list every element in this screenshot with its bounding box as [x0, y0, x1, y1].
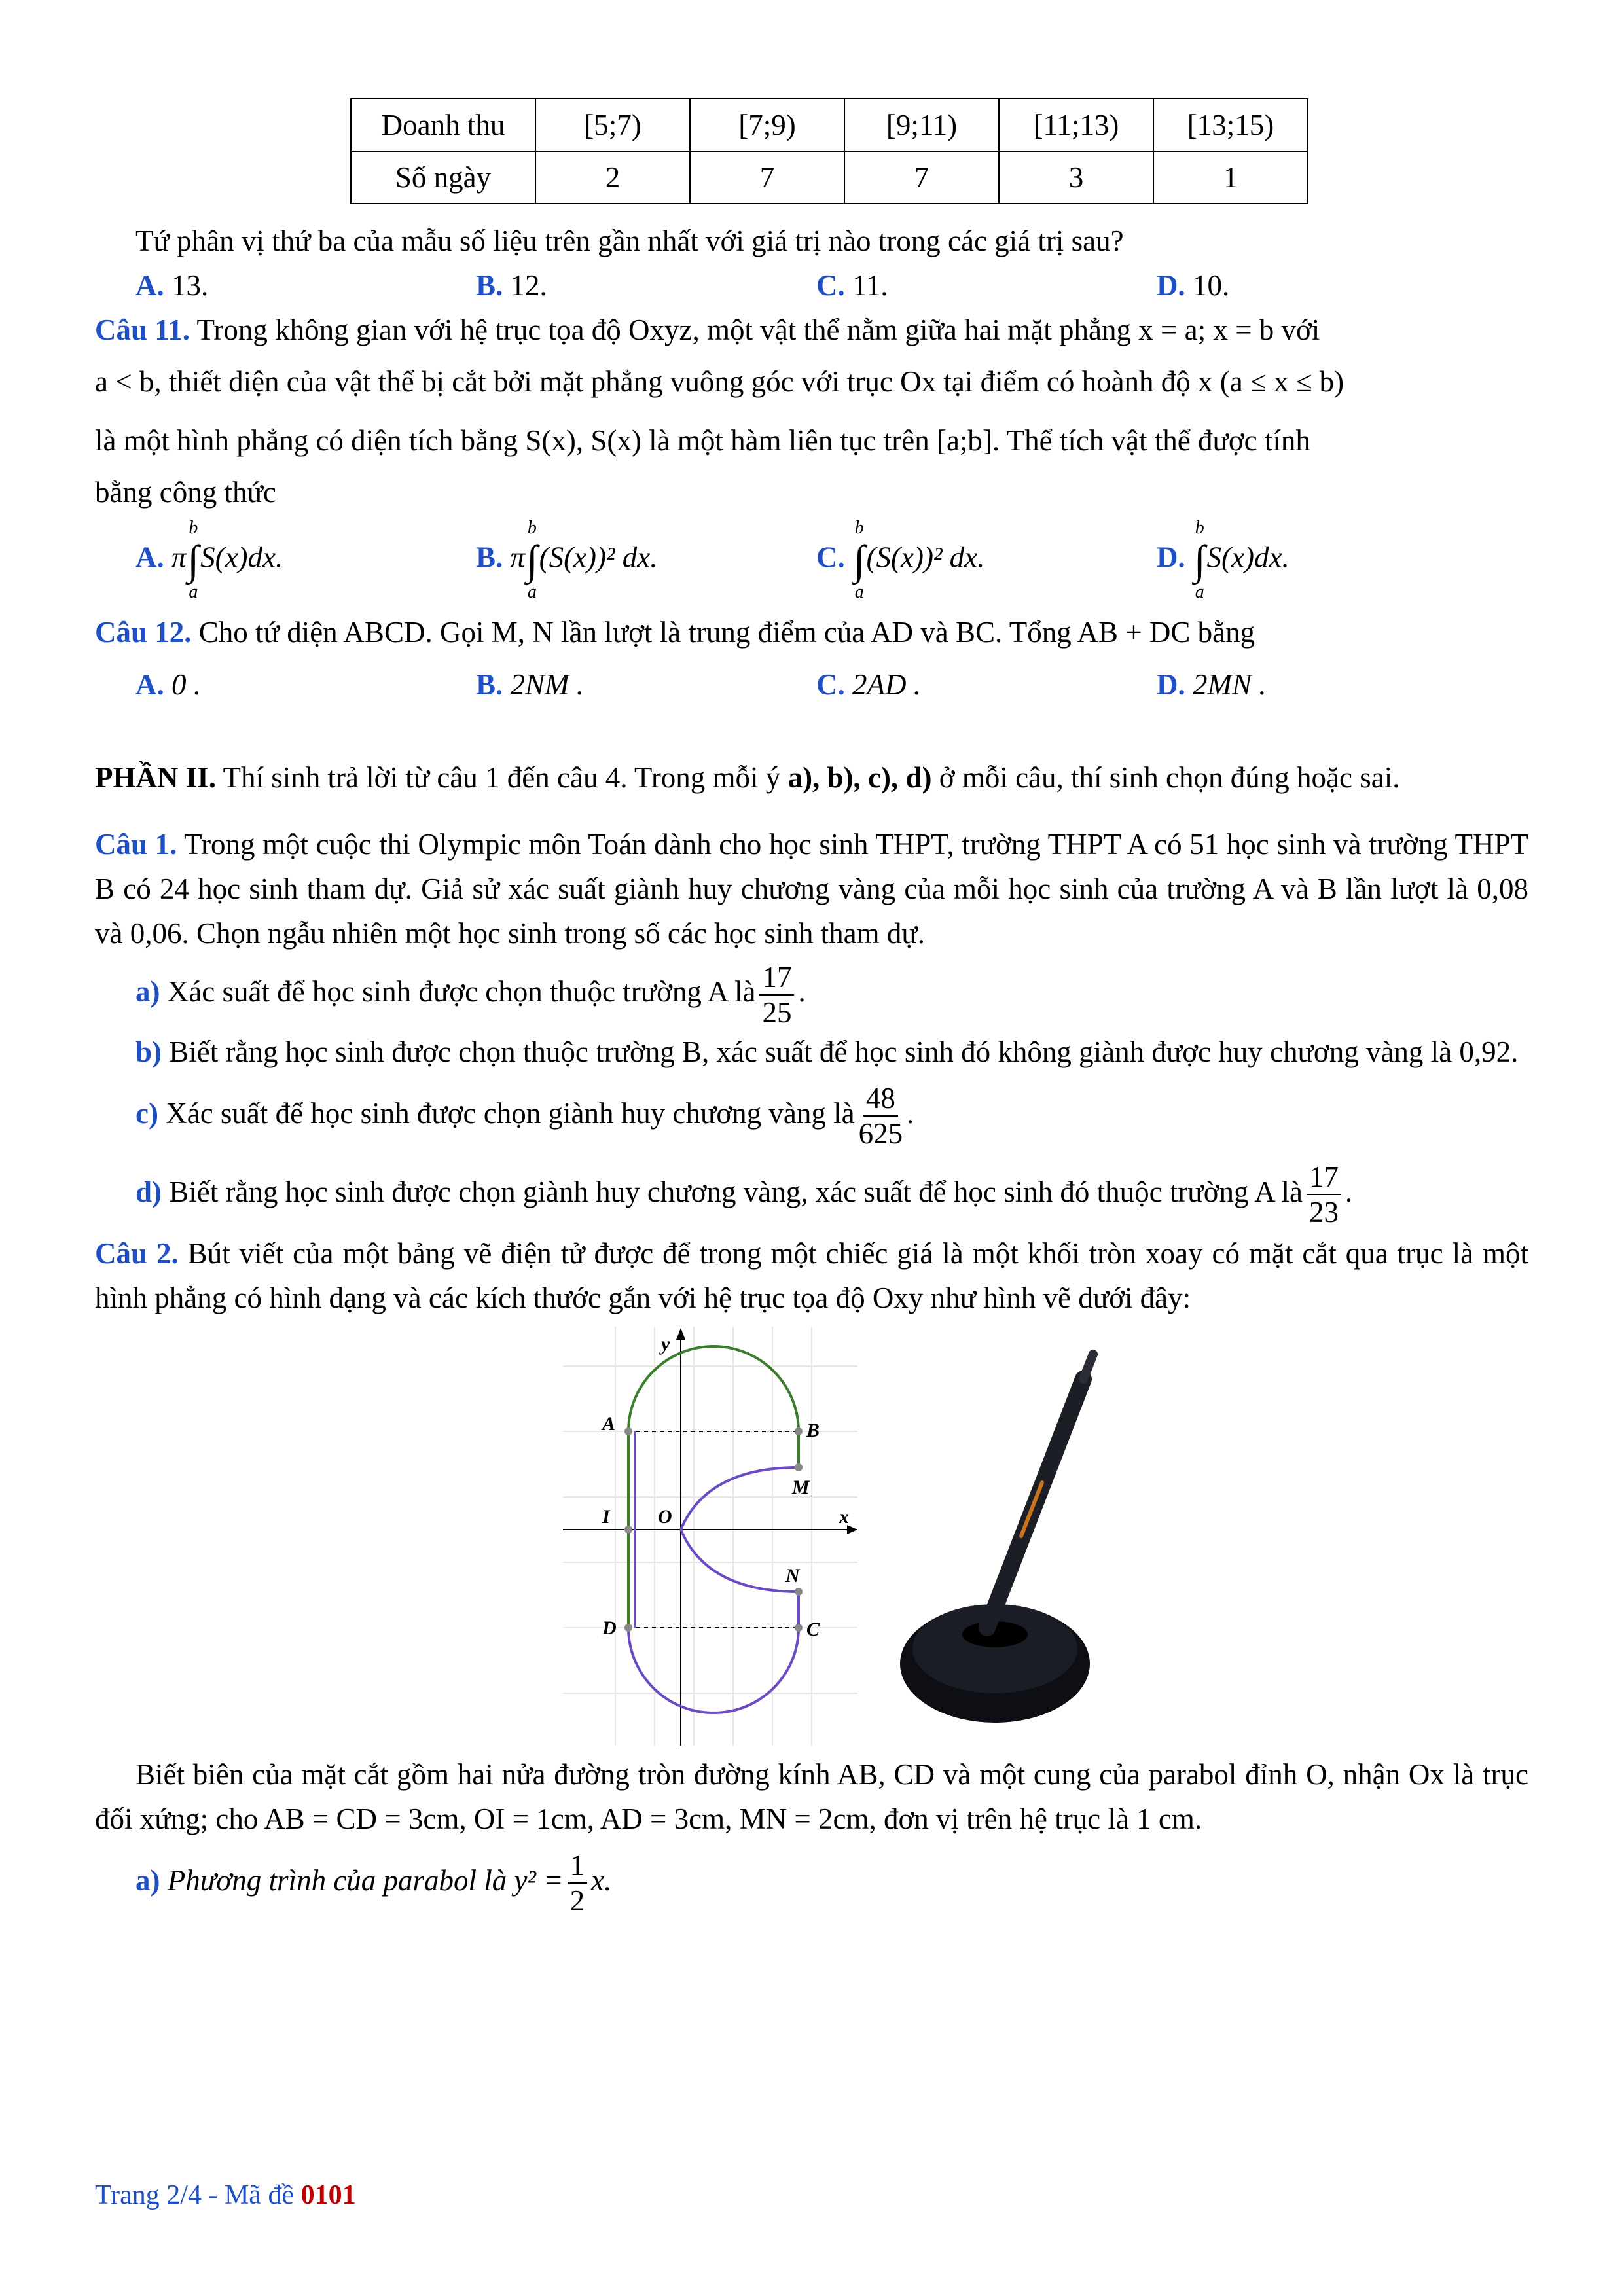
c1-stem: Câu 1. Trong một cuộc thi Olympic môn Toán dành cho học sinh THPT, trường THPT A có 51 học sinh và trường THPT B có 24 học sinh tham dự. Giả sử xác suất giành huy chương vàng của mỗi học sinh của trường A và B lần lượt là 0,08 và 0,06. Chọn ngẫu nhiên một học sinh trong số các học sinh tham dự. [95, 828, 1528, 950]
option-c[interactable]: C. 2AD . [816, 668, 921, 701]
option-a[interactable]: A. 13. [135, 269, 209, 302]
svg-text:C: C [806, 1618, 820, 1640]
svg-text:y: y [661, 1333, 670, 1355]
table-cell: 1 [1153, 151, 1308, 204]
option-a[interactable]: A. 0 . [135, 668, 201, 701]
table-row [351, 99, 1308, 151]
table-cell: Số ngày [351, 151, 535, 204]
option-d[interactable]: D. 10. [1157, 269, 1230, 302]
option-b[interactable]: B. π b ∫ a (S(x))² dx. [476, 518, 658, 602]
table-cell: 3 [999, 151, 1153, 204]
part2-header: PHẦN II. Thí sinh trả lời từ câu 1 đến câu 4. Trong mỗi ý a), b), c), d) ở mỗi câu, thí sinh chọn đúng hoặc sai. [95, 761, 1400, 794]
exam-page [95, 98, 1528, 1920]
svg-text:x: x [839, 1505, 849, 1528]
table-cell: [9;11) [844, 99, 999, 151]
table-cell: [11;13) [999, 99, 1153, 151]
svg-text:D: D [602, 1617, 617, 1639]
question-12 [95, 606, 1528, 711]
c2-stem: Câu 2. Bút viết của một bảng vẽ điện tử được để trong một chiếc giá là một khối tròn xoay có mặt cắt qua trục là một hình phẳng có hình dạng và các kích thước gắn với hệ trục tọa độ Oxy như hình vẽ dưới đây: [95, 1236, 1528, 1314]
parabol-arc-lower [681, 1530, 799, 1592]
fraction: $\frac{17}{23}$ [1307, 1160, 1341, 1229]
q11-options [95, 514, 1528, 606]
question-11 [95, 308, 1528, 606]
table-row [351, 151, 1308, 204]
svg-text:A: A [602, 1412, 616, 1435]
c1-item-c: c) Xác suất để học sinh được chọn giành huy chương vàng là $\frac{48}{625}$ . [135, 1082, 914, 1151]
fraction: $\frac{48}{625}$ [858, 1082, 903, 1151]
c1-item-b: b) Biết rằng học sinh được chọn thuộc trường B, xác suất để học sinh đó không giành được huy chương vàng là 0,92. [135, 1035, 1519, 1068]
fraction: $\frac{17}{25}$ [759, 960, 794, 1030]
option-d[interactable]: D. b ∫ a S(x)dx. [1157, 518, 1290, 602]
c1-item-d: d) Biết rằng học sinh được chọn giành huy chương vàng, xác suất để học sinh đó thuộc trường A là $\frac{17}{23}$ . [135, 1160, 1353, 1229]
parabol-arc-upper [681, 1467, 799, 1530]
c2-after: Biết biên của mặt cắt gồm hai nửa đường tròn đường kính AB, CD và một cung của parabol đỉnh O, nhận Ox là trục đối xứng; cho AB = CD = 3cm, OI = 1cm, AD = 3cm, MN = 2cm, đơn vị trên hệ trục là 1 cm. [95, 1757, 1528, 1835]
table-cell: 2 [535, 151, 690, 204]
q12-stem: Câu 12. Cho tứ diện ABCD. Gọi M, N lần lượt là trung điểm của AD và BC. Tổng AB + DC bằng [95, 616, 1255, 649]
option-c[interactable]: C. b ∫ a (S(x))² dx. [816, 518, 985, 602]
q11-line2: a < b, thiết diện của vật thể bị cắt bởi mặt phẳng vuông góc với trục Ox tại điểm có hoành độ x (a ≤ x ≤ b) [95, 365, 1344, 398]
svg-text:M: M [792, 1476, 810, 1498]
option-a[interactable]: A. π b ∫ a S(x)dx. [135, 518, 283, 602]
option-d[interactable]: D. 2MN . [1157, 668, 1267, 701]
q12-options [95, 658, 1528, 711]
table-cell: 7 [690, 151, 844, 204]
integral-sign: b ∫ a [187, 518, 200, 602]
part2-question-2 [95, 1231, 1528, 1920]
table-cell: [5;7) [535, 99, 690, 151]
option-b[interactable]: B. 12. [476, 269, 547, 302]
q10-stem: Tứ phân vị thứ ba của mẫu số liệu trên gần nhất với giá trị nào trong các giá trị sau? [135, 224, 1124, 257]
part2-question-1 [95, 822, 1528, 1231]
svg-text:O: O [658, 1505, 672, 1528]
q11-line3: là một hình phẳng có diện tích bằng S(x), S(x) là một hàm liên tục trên [a;b]. Thể tích vật thể được tính [95, 424, 1310, 457]
fraction: $\frac{1}{2}$ [568, 1848, 588, 1918]
q10-options [95, 263, 1528, 308]
table-cell: [7;9) [690, 99, 844, 151]
table-cell: [13;15) [1153, 99, 1308, 151]
cross-section-diagram [563, 1327, 1250, 1746]
svg-text:N: N [785, 1564, 800, 1587]
option-c[interactable]: C. 11. [816, 269, 888, 302]
integral-sign: b ∫ a [1194, 518, 1206, 602]
integral-sign: b ∫ a [854, 518, 865, 602]
stylus-photo [900, 1354, 1093, 1723]
table-cell: Doanh thu [351, 99, 535, 151]
integral-sign: b ∫ a [526, 518, 538, 602]
option-b[interactable]: B. 2NM . [476, 668, 585, 701]
revenue-table [350, 98, 1308, 204]
page-footer: Trang 2/4 - Mã đề 0101 [95, 2180, 356, 2210]
q11-line1: Câu 11. Trong không gian với hệ trục tọa độ Oxyz, một vật thể nằm giữa hai mặt phẳng x = a; x = b với [95, 314, 1320, 346]
q11-line4: bằng công thức [95, 476, 276, 509]
table-cell: 7 [844, 151, 999, 204]
c2-item-a: a) Phương trình của parabol là y² = $\frac{1}{2}$ x. [135, 1849, 612, 1918]
svg-text:B: B [806, 1419, 820, 1441]
svg-text:I: I [602, 1505, 610, 1528]
c1-item-a: a) Xác suất để học sinh được chọn thuộc trường A là $\frac{17}{25}$ . [135, 960, 806, 1029]
figure [95, 1327, 1528, 1746]
